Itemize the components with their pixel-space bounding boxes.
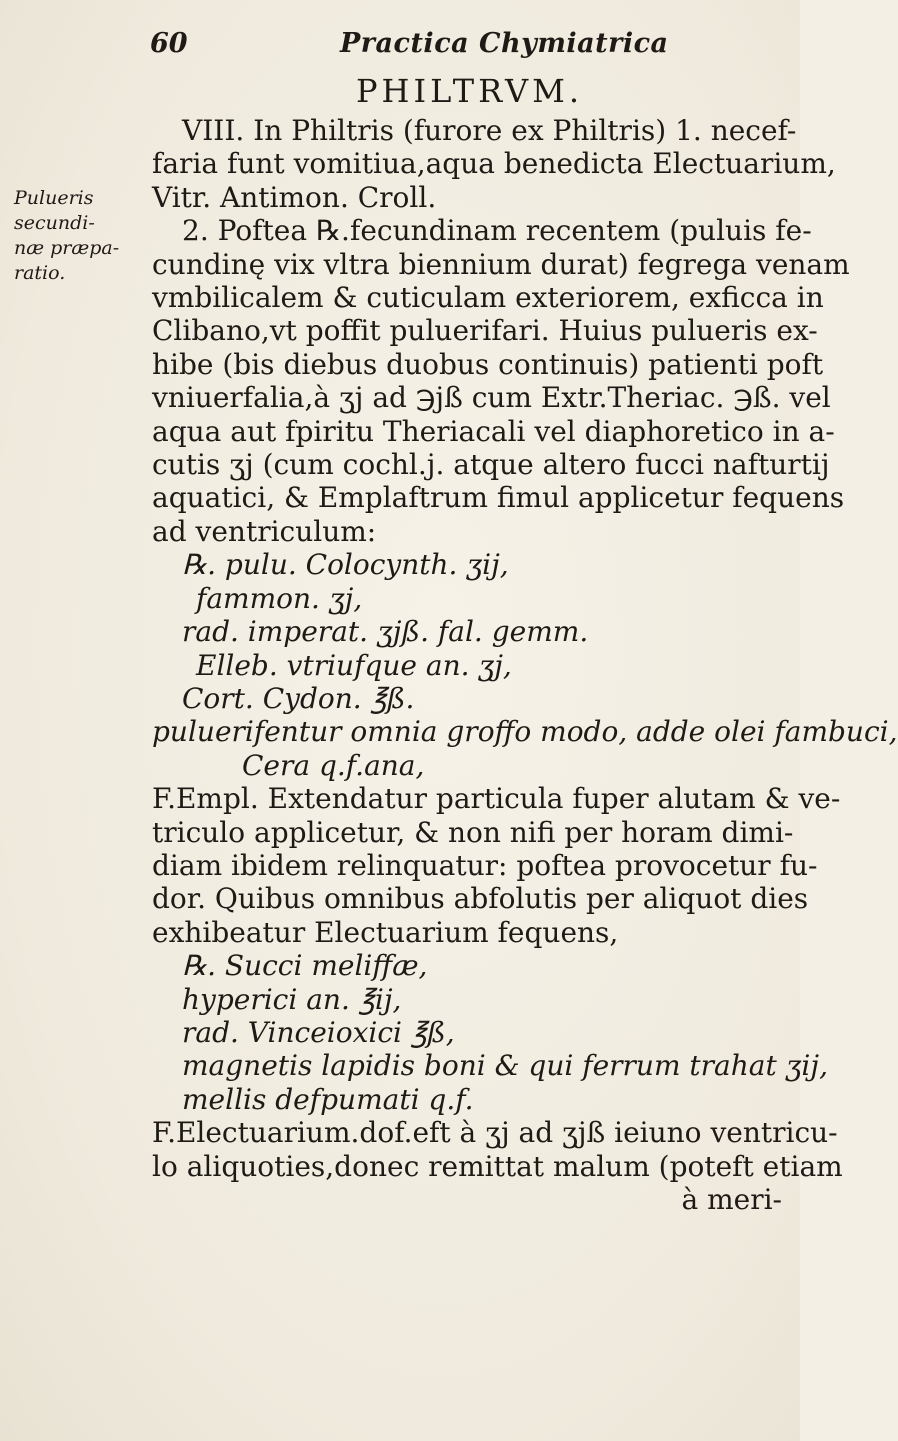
text-line: rad. Vinceioxici ℥ß, (182, 1015, 455, 1049)
text-line: vniuerfalia,à ʒj ad ℈jß cum Extr.Theriac. ℈ß. vel (152, 381, 831, 415)
text-line: VIII. In Philtris (furore ex Philtris) 1. necef- (182, 114, 797, 147)
text-line: Cera q.f.ana, (242, 748, 425, 782)
text-line: aqua aut fpiritu Theriacali vel diaphoretico in a- (152, 414, 835, 448)
text-line: triculo applicetur, & non nifi per horam dimi- (152, 815, 794, 849)
text-line: à meri- (681, 1183, 782, 1216)
margin-note-line: ratio. (14, 262, 66, 284)
text-line: dor. Quibus omnibus abfolutis per aliquot dies (152, 882, 809, 916)
section-title: PHILTRVM. (356, 72, 584, 110)
page-number: 60 (150, 28, 188, 59)
text-line: Vitr. Antimon. Croll. (152, 180, 437, 214)
running-title: Practica Chymiatrica (340, 28, 669, 59)
text-line: exhibeatur Electuarium fequens, (152, 915, 619, 949)
text-line: ad ventriculum: (152, 514, 377, 548)
page-header (150, 28, 710, 68)
text-line: lo aliquoties,donec remittat malum (poteft etiam (152, 1149, 843, 1183)
margin-note-line: secundi- (14, 212, 95, 234)
body-text (152, 114, 898, 1216)
text-line: hibe (bis diebus duobus continuis) patienti poft (152, 347, 824, 381)
text-line: ℞. Succi meliffæ, (182, 949, 428, 983)
margin-note-line: næ præpa- (14, 237, 120, 259)
text-line: aquatici, & Emplaftrum fimul applicetur fequens (152, 481, 845, 515)
text-line: Cort. Cydon. ℥ß. (182, 681, 415, 715)
text-line: fammon. ʒj, (196, 581, 363, 615)
text-line: mellis defpumati q.f. (182, 1082, 474, 1116)
text-line: cundinę vix vltra biennium durat) fegrega venam (152, 247, 850, 281)
text-line: faria funt vomitiua,aqua benedicta Electuarium, (152, 147, 836, 181)
text-line: Clibano,vt poffit puluerifari. Huius pulueris ex- (152, 314, 818, 348)
text-line: F.Empl. Extendatur particula fuper alutam & ve- (152, 782, 841, 816)
text-line: magnetis lapidis boni & qui ferrum trahat ʒij, (182, 1049, 828, 1083)
text-line: ℞. pulu. Colocynth. ʒij, (182, 548, 509, 582)
margin-note (14, 186, 142, 286)
text-line: F.Electuarium.dof.eft à ʒj ad ʒjß ieiuno ventricu- (152, 1116, 838, 1150)
text-line: vmbilicalem & cuticulam exteriorem, exficca in (152, 281, 824, 315)
text-line: Elleb. vtriufque an. ʒj, (196, 648, 512, 682)
text-line: puluerifentur omnia groffo modo, adde olei fambuci, (152, 715, 898, 749)
text-line: rad. imperat. ʒjß. fal. gemm. (182, 615, 589, 649)
text-line: 2. Poftea ℞.fecundinam recentem (puluis fe- (182, 214, 812, 248)
text-line: cutis ʒj (cum cochl.j. atque altero fucci nafturtij (152, 448, 830, 482)
text-line: hyperici an. ℥ij, (182, 982, 402, 1016)
margin-note-line: Pulueris (14, 187, 94, 209)
text-line: diam ibidem relinquatur: poftea provocetur fu- (152, 848, 818, 882)
